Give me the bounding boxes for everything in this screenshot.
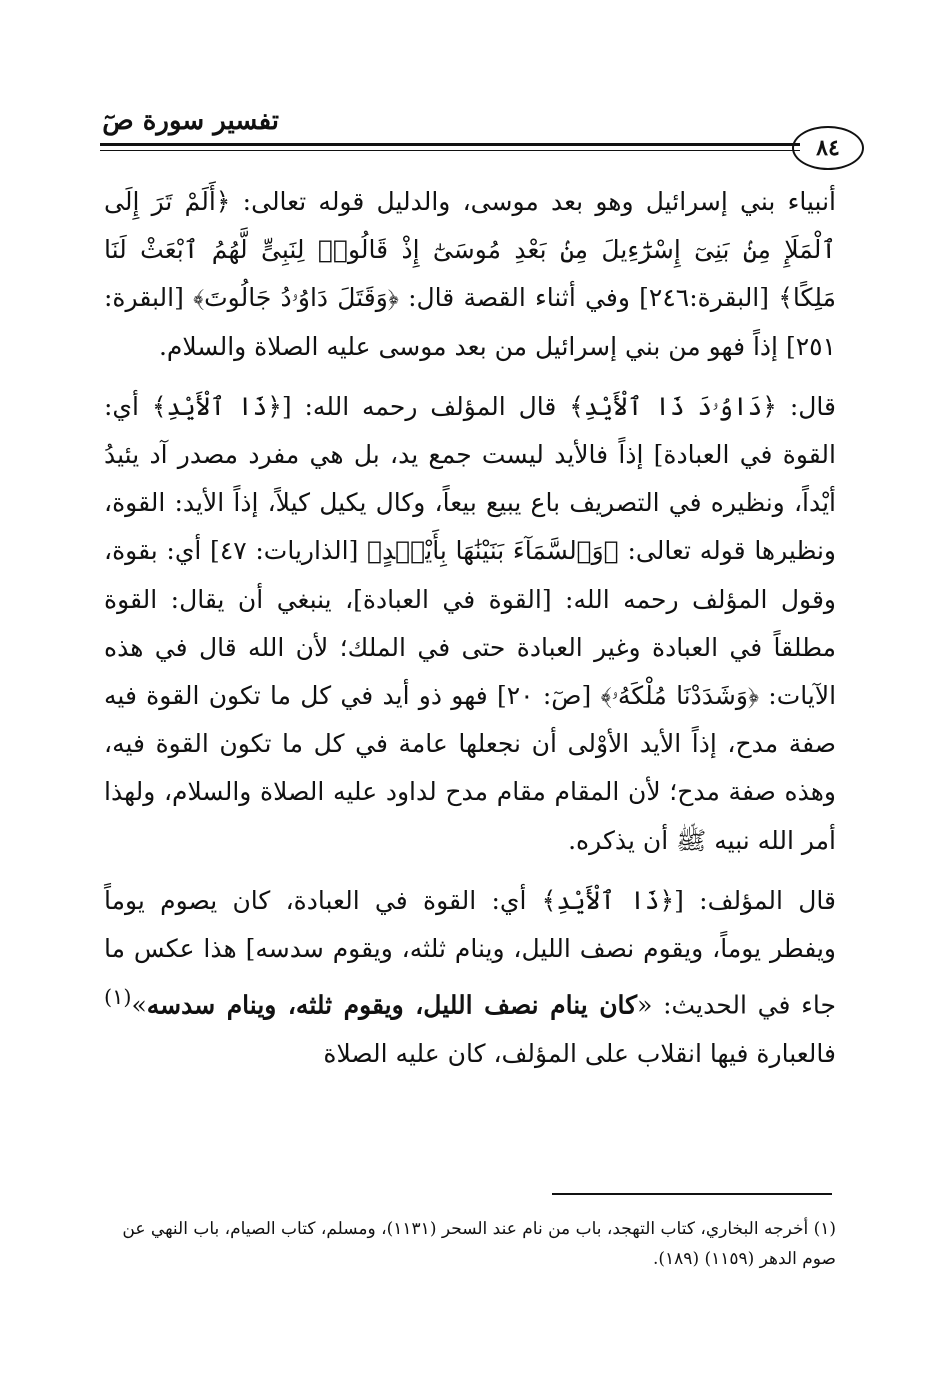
- footnote-1: (١) أخرجه البخاري، كتاب التهجد، باب من نام عند السحر (١١٣١)، ومسلم، كتاب الصيام، باب النهي عن صوم الدهر (١١٥٩) (١٨٩).: [122, 1219, 836, 1269]
- text-segment: أي: القوة في العبادة] إذاً فالأيد ليست جمع يد، بل هي مفرد مصدر آد يئيدُ أيْداً، ونظيره في التصريف باع يبيع بيعاً، وكال يكيل كيلاً، إذاً الأيد: القوة، ونظيرها قوله تعالى:: [104, 391, 836, 566]
- paragraph-1: [104, 178, 836, 371]
- quran-verse: ﴿دَاوُۥدَ ذَا ٱلْأَيْدِ﴾: [569, 391, 777, 421]
- quran-verse: ﴿وَقَتَلَ دَاوُۥدُ جَالُوتَ﴾: [193, 283, 399, 313]
- text-segment: [الذاريات: ٤٧] أي: بقوة، وقول المؤلف رحمه الله: [القوة في العبادة]، ينبغي أن يقال: القوة مطلقاً في العبادة وغير العبادة حتى في الملك؛ لأن الله قال في هذه الآيات:: [104, 536, 837, 711]
- text-segment: [صٓ: ٢٠] فهو ذو أيد في كل ما تكون القوة فيه صفة مدح، إذاً الأيد الأوْلى أن نجعلها عامة في كل ما تكون القوة فيه، وهذه صفة مدح؛ لأن المقام مقام مدح لداود عليه الصلاة والسلام، ولهذا أمر الله نبيه ﷺ أن يذكره.: [104, 681, 836, 855]
- quran-verse: ﴿ذَا ٱلْأَيْدِ﴾: [541, 885, 675, 915]
- text-segment: [البقرة:٢٤٦] وفي أثناء القصة قال:: [398, 283, 779, 313]
- text-segment: أي: القوة في العبادة، كان يصوم يوماً ويفطر يوماً، ويقوم نصف الليل، وينام ثلثه، ويقوم سدسه] هذا عكس ما جاء في الحديث: «: [104, 885, 836, 1020]
- text-segment: [البقرة: ٢٥١] إذاً فهو من بني إسرائيل من بعد موسى عليه الصلاة والسلام.: [104, 283, 836, 361]
- footnotes: [104, 1214, 836, 1274]
- text-segment: قال المؤلف رحمه الله: [: [281, 391, 570, 421]
- paragraph-2: [104, 383, 836, 865]
- header-rule-thick: [100, 143, 800, 146]
- quran-verse: ﴿ذَا ٱلْأَيْدِ﴾: [151, 391, 282, 421]
- running-header-title: تفسير سورة صٓ: [102, 106, 279, 136]
- page-number-badge: ٨٤: [792, 126, 864, 170]
- footnote-reference: (١): [104, 985, 132, 1010]
- text-segment: قال:: [776, 391, 836, 421]
- text-segment: فالعبارة فيها انقلاب على المؤلف، كان عليه الصلاة: [323, 1038, 836, 1068]
- paragraph-3: [104, 877, 836, 1078]
- quran-verse: ﴿وَٱلسَّمَآءَ بَنَيْنَٰهَا بِأَيْي۟دٍ﴾: [367, 536, 619, 566]
- quran-verse: ﴿وَشَدَدْنَا مُلْكَهُۥ﴾: [600, 681, 759, 711]
- header-rule-thin: [100, 150, 800, 151]
- text-segment: أنبياء بني إسرائيل وهو بعد موسى، والدليل قوله تعالى:: [230, 187, 836, 216]
- text-segment: قال المؤلف: [: [674, 885, 836, 915]
- footnote-separator: [552, 1193, 832, 1195]
- quran-verse: ﴿أَلَمْ تَرَ إِلَى ٱلْمَلَإِ مِنۢ بَنِىٓ إِسْرَٰٓءِيلَ مِنۢ بَعْدِ مُوسَىٰٓ إِذْ قَالُوا۟ لِنَبِىٍّ لَّهُمُ ٱبْعَثْ لَنَا مَلِكًا﴾: [104, 187, 836, 313]
- hadith-quote: كان ينام نصف الليل، ويقوم ثلثه، وينام سدسه: [146, 990, 638, 1020]
- text-segment: »: [131, 990, 147, 1020]
- main-text: [104, 178, 836, 1078]
